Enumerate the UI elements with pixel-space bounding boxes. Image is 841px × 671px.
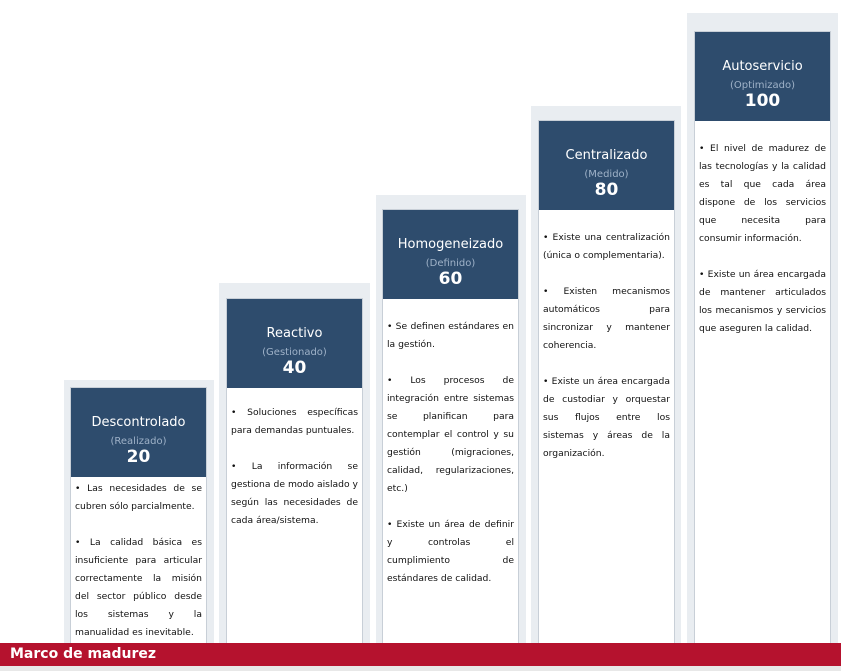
maturity-level-descontrolado: [70, 387, 207, 643]
level-bullet: • Existen mecanismos automáticos para sincronizar y mantener coherencia.: [543, 286, 670, 351]
level-stage: (Optimizado): [729, 80, 796, 91]
level-score: 80: [594, 180, 619, 200]
bottom-divider: [0, 666, 841, 671]
maturity-level-reactivo: [226, 298, 363, 643]
level-name: Autoservicio: [722, 59, 803, 74]
level-stage: (Gestionado): [262, 347, 327, 358]
level-score: 20: [126, 447, 151, 467]
level-header: [71, 388, 206, 477]
level-bullet: • Las necesidades de se cubren sólo parcialmente.: [75, 483, 202, 512]
level-stage: (Medido): [584, 169, 629, 180]
level-bullet: • Se definen estándares en la gestión.: [387, 321, 514, 350]
level-description: [539, 229, 674, 481]
level-bullet: • Existe un área encargada de custodiar y orquestar sus flujos entre los sistemas y áreas de la organización.: [543, 376, 670, 459]
level-header: [539, 121, 674, 210]
level-bullet: • La calidad básica es insuficiente para articular correctamente la misión del sector público desde los sistemas y la manualidad es inevitable.: [75, 537, 202, 638]
page-title: Marco de madurez: [10, 646, 157, 662]
maturity-level-homogeneizado: [382, 209, 519, 643]
level-description: [695, 140, 830, 356]
level-score: 100: [744, 91, 781, 111]
level-bullet: • Existe una centralización (única o complementaria).: [543, 232, 670, 261]
maturity-level-centralizado: [538, 120, 675, 643]
level-header: [227, 299, 362, 388]
level-name: Centralizado: [565, 148, 648, 163]
level-header: [383, 210, 518, 299]
level-score: 40: [282, 358, 307, 378]
level-bullet: • El nivel de madurez de las tecnologías y la calidad es tal que cada área dispone de los servicios que necesita para consumir información.: [699, 143, 826, 244]
title-bar: [0, 643, 841, 666]
level-name: Reactivo: [266, 326, 323, 341]
level-score: 60: [438, 269, 463, 289]
maturity-level-autoservicio: [694, 31, 831, 643]
level-stage: (Realizado): [110, 436, 167, 447]
level-bullet: • Existe un área encargada de mantener articulados los mecanismos y servicios que aseguren la calidad.: [699, 269, 826, 334]
level-description: [227, 404, 362, 548]
level-header: [695, 32, 830, 121]
level-bullet: • Soluciones específicas para demandas puntuales.: [231, 407, 358, 436]
level-description: [383, 318, 518, 606]
level-name: Descontrolado: [91, 415, 186, 430]
level-description: [71, 480, 206, 660]
level-stage: (Definido): [425, 258, 476, 269]
level-bullet: • Existe un área de definir y controlas el cumplimiento de estándares de calidad.: [387, 519, 514, 584]
level-bullet: • La información se gestiona de modo aislado y según las necesidades de cada área/sistema.: [231, 461, 358, 526]
level-bullet: • Los procesos de integración entre sistemas se planifican para contemplar el control y su gestión (migraciones, calidad, regularizaciones, etc.): [387, 375, 514, 494]
level-name: Homogeneizado: [397, 237, 504, 252]
